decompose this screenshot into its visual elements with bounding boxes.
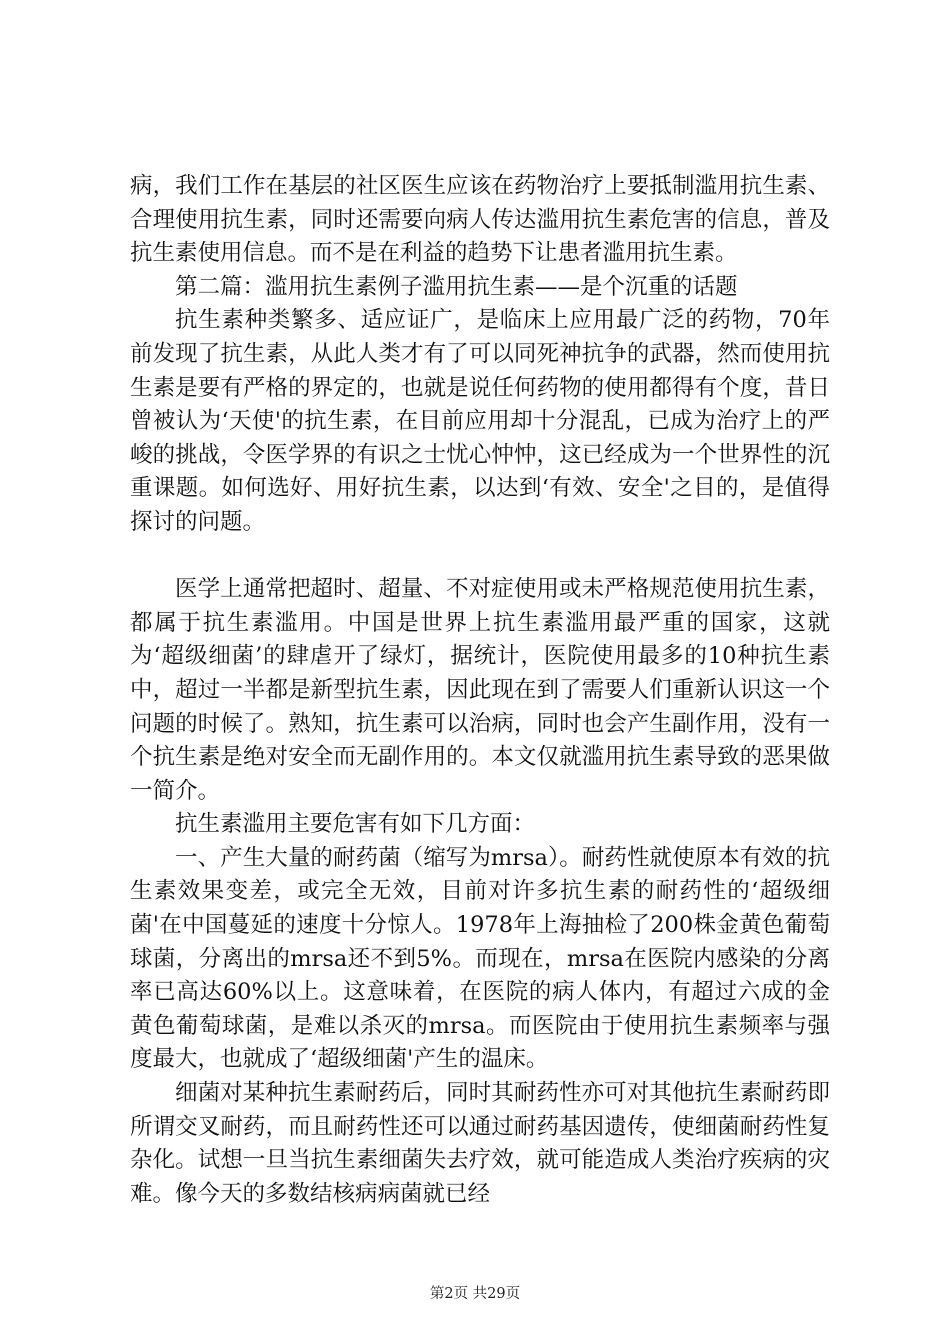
page-number: 第2页 共29页 [429, 1286, 521, 1302]
paragraph-abuse-definition: 医学上通常把超时、超量、不对症使用或未严格规范使用抗生素，都属于抗生素滥用。中国是世界上抗生素滥用最严重的国家，这就为‘超级细菌’的肆虐开了绿灯，据统计，医院使用最多的10种抗生素中，超过一半都是新型抗生素，因此现在到了需要人们重新认识这一个问题的时候了。熟知，抗生素可以治病，同时也会产生副作用，没有一个抗生素是绝对安全而无副作用的。本文仅就滥用抗生素导致的恶果做一简介。 [130, 576, 830, 804]
paragraph-intro: 抗生素种类繁多、适应证广，是临床上应用最广泛的药物，70年前发现了抗生素，从此人类才有了可以同死神抗争的武器，然而使用抗生素是要有严格的界定的，也就是说任何药物的使用都得有个度，昔日曾被认为‘天使'的抗生素，在目前应用却十分混乱，已成为治疗上的严峻的挑战，令医学界的有识之士忧心忡忡，这已经成为一个世界性的沉重课题。如何选好、用好抗生素，以达到‘有效、安全'之目的，是值得探讨的问题。 [130, 307, 830, 535]
body-text [130, 170, 830, 1211]
paragraph-resistant-bacteria: 一、产生大量的耐药菌（缩写为mrsa）。耐药性就使原本有效的抗生素效果变差，或完全无效，目前对许多抗生素的耐药性的‘超级细菌'在中国蔓延的速度十分惊人。1978年上海抽检了200株金黄色葡萄球菌，分离出的mrsa还不到5%。而现在，mrsa在医院内感染的分离率已高达60%以上。这意味着，在医院的病人体内，有超过六成的金黄色葡萄球菌，是难以杀灭的mrsa。而医院由于使用抗生素频率与强度最大，也就成了‘超级细菌'产生的温床。 [130, 844, 830, 1073]
section-heading: 第二篇：滥用抗生素例子滥用抗生素——是个沉重的话题 [175, 273, 738, 300]
paragraph-hazards-lead: 抗生素滥用主要危害有如下几方面： [175, 811, 536, 838]
paragraph-continuation: 病，我们工作在基层的社区医生应该在药物治疗上要抵制滥用抗生素、合理使用抗生素，同时还需要向病人传达滥用抗生素危害的信息，普及抗生素使用信息。而不是在利益的趋势下让患者滥用抗生素。 [130, 173, 830, 267]
paragraph-spacer [130, 540, 830, 574]
paragraph-cross-resistance: 细菌对某种抗生素耐药后，同时其耐药性亦可对其他抗生素耐药即所谓交叉耐药，而且耐药性还可以通过耐药基因遗传，使细菌耐药性复杂化。试想一旦当抗生素细菌失去疗效，就可能造成人类治疗疾病的灾难。像今天的多数结核病病菌就已经 [130, 1080, 830, 1207]
